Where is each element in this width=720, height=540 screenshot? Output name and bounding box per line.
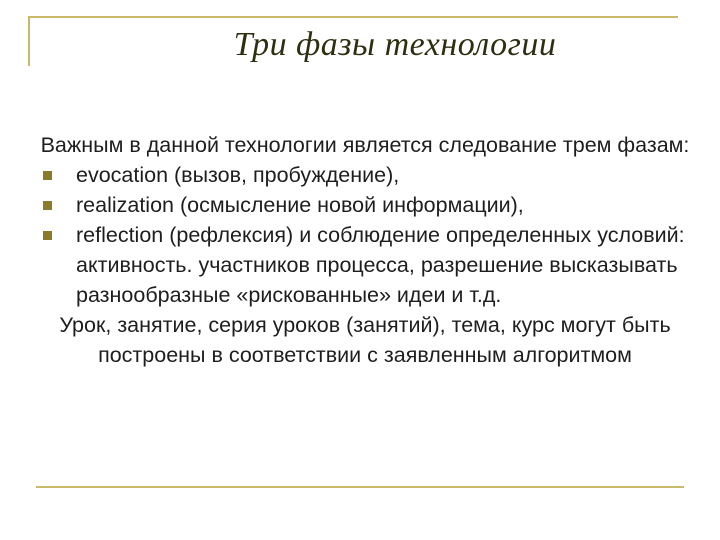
bullet-text: evocation (вызов, пробуждение), (76, 163, 400, 187)
intro-text: Важным в данной технологии является следование трем фазам: (40, 133, 690, 157)
bullet-item-reflection (40, 220, 690, 310)
slide-body (40, 130, 690, 370)
bullet-item-evocation (40, 160, 690, 190)
closing-text: Урок, занятие, серия уроков (занятий), тема, курс могут быть построены в соответствии с заявленным алгоритмом (59, 313, 671, 367)
frame-bottom-line (36, 486, 684, 488)
bullet-text: reflection (рефлексия) и соблюдение определенных условий: активность. участников процесса, разрешение высказывать разнообразные «рискованные» идеи и т.д. (76, 223, 685, 307)
slide-title: Три фазы технологии (233, 26, 557, 63)
bullet-list (40, 160, 690, 310)
bullet-item-realization (40, 190, 690, 220)
square-bullet-icon (43, 231, 52, 240)
frame-top-line (28, 16, 678, 18)
square-bullet-icon (43, 171, 52, 180)
bullet-text: realization (осмысление новой информации), (76, 193, 524, 217)
square-bullet-icon (43, 201, 52, 210)
